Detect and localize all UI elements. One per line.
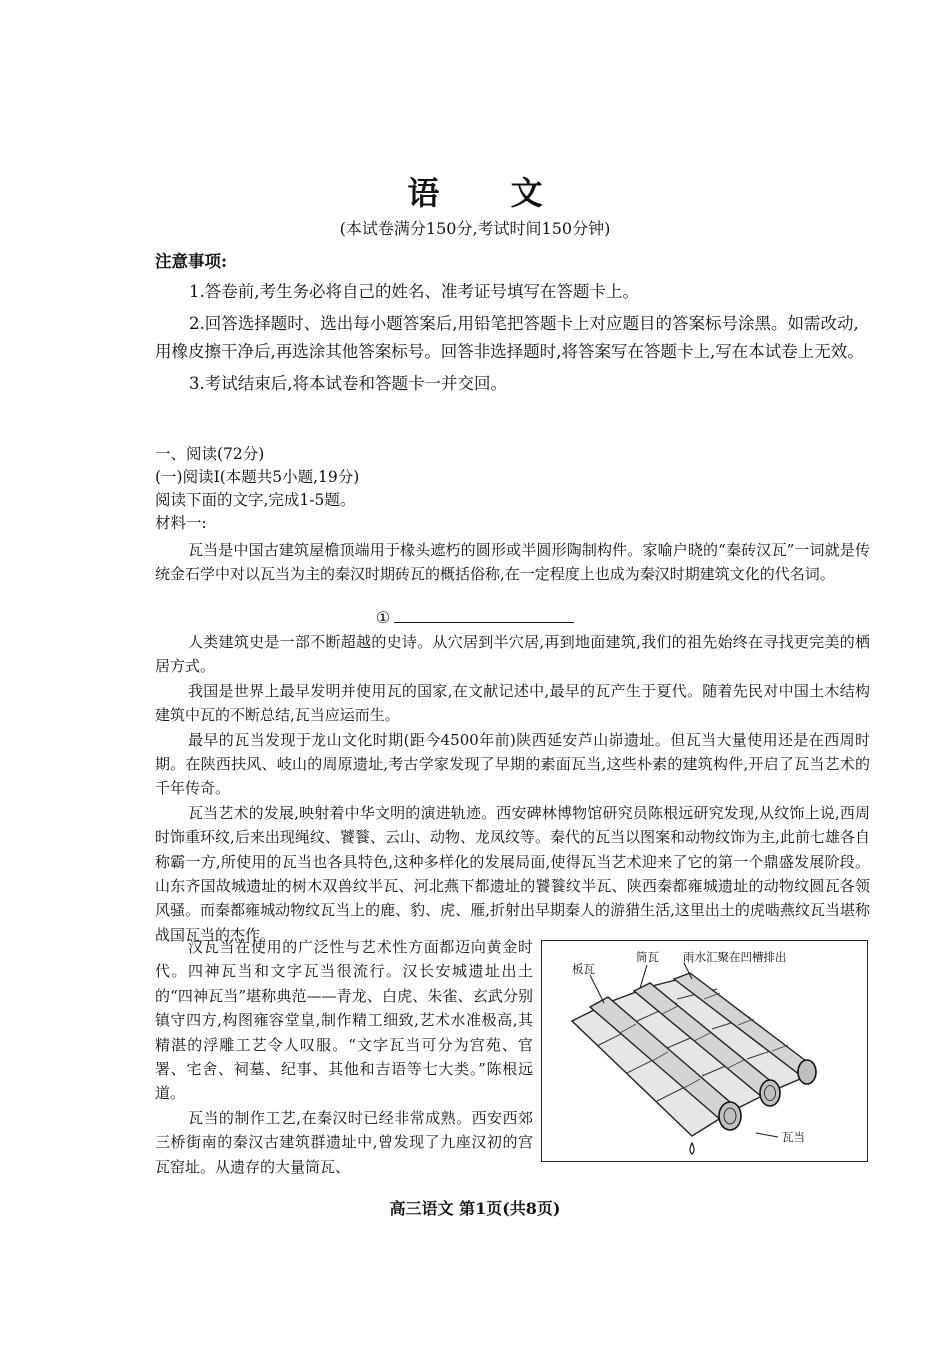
section-part-heading: 一、阅读(72分) [155, 445, 265, 463]
blank-underline [394, 608, 574, 623]
material-label: 材料一: [155, 514, 207, 532]
passage-paragraph: 瓦当的制作工艺,在秦汉时已经非常成熟。西安西郊三桥街南的秦汉古建筑群遗址中,曾发现了九座汉初的宫瓦窑址。从遗存的大量筒瓦、 [155, 1108, 533, 1176]
notice-list [155, 278, 870, 398]
roof-tile-illustration [542, 941, 866, 1160]
blank-number: ① [375, 608, 391, 627]
intro-paragraph: 瓦当是中国古建筑屋檐顶端用于椽头遮朽的圆形或半圆形陶制构件。家喻户晓的“秦砖汉瓦”一词就是传统金石学中对以瓦当为主的秦汉时期砖瓦的概括俗称,在一定程度上也成为秦汉时期建筑文化的代名词。 [155, 541, 870, 584]
notice-item-3: 3.考试结束后,将本试卷和答题卡一并交回。 [189, 374, 507, 393]
section-instruction: 阅读下面的文字,完成1-5题。 [155, 491, 356, 509]
eave-tile-label: 瓦当 [782, 1130, 805, 1144]
section-sub-heading: (一)阅读Ⅰ(本题共5小题,19分) [155, 468, 360, 486]
passage-paragraph: 汉瓦当在使用的广泛性与艺术性方面都迈向黄金时代。四神瓦当和文字瓦当很流行。汉长安城遗址出土的“四神瓦当”堪称典范——青龙、白虎、朱雀、玄武分别镇守四方,构图雍容堂皇,制作精工细致,艺术水准极高,其精湛的浮雕工艺令人叹服。“文字瓦当可分为宫苑、官署、宅舍、祠墓、纪事、其他和吉语等七大类。”陈根远道。 [155, 938, 533, 1103]
water-drop-icon [690, 1143, 694, 1154]
page-title: 语 文 [407, 174, 573, 212]
passage-wrap-text [155, 935, 533, 1179]
rain-note-label: 雨水汇聚在凹槽排出 [683, 950, 787, 964]
tube-tile-label: 筒瓦 [636, 950, 659, 964]
passage-paragraph: 我国是世界上最早发明并使用瓦的国家,在文献记述中,最早的瓦产生于夏代。随着先民对中国土木结构建筑中瓦的不断总结,瓦当应运而生。 [155, 681, 870, 725]
notice-item-1: 1.答卷前,考生务必将自己的姓名、准考证号填写在答题卡上。 [189, 282, 639, 301]
fill-in-blank [0, 608, 950, 627]
notice-item-2: 2.回答选择题时、选出每小题答案后,用铅笔把答题卡上对应题目的答案标号涂黑。如需改动,用橡皮擦干净后,再选涂其他答案标号。回答非选择题时,将答案写在答题卡上,写在本试卷上无效。 [155, 314, 864, 361]
page-footer: 高三语文 第1页(共8页) [389, 1199, 561, 1218]
exam-subtitle: (本试卷满分150分,考试时间150分钟) [339, 219, 611, 238]
passage-paragraph: 人类建筑史是一部不断超越的史诗。从穴居到半穴居,再到地面建筑,我们的祖先始终在寻找更完美的栖居方式。 [155, 633, 870, 676]
notice-heading: 注意事项: [155, 252, 228, 271]
board-tile-label: 板瓦 [572, 962, 595, 976]
passage-paragraph: 瓦当艺术的发展,映射着中华文明的演进轨迹。西安碑林博物馆研究员陈根远研究发现,从纹饰上说,西周时饰重环纹,后来出现绳纹、饕餮、云山、动物、龙凤纹等。秦代的瓦当以图案和动物纹饰为主,此前七雄各自称霸一方,所使用的瓦当也各具特色,这种多样化的发展局面,使得瓦当艺术迎来了它的第一个鼎盛发展阶段。山东齐国故城遗址的树木双兽纹半瓦、河北燕下都遗址的饕餮纹半瓦、陕西秦都雍城遗址的动物纹圆瓦各领风骚。而秦都雍城动物纹瓦当上的鹿、豹、虎、雁,折射出早期秦人的游猎生活,这里出土的虎啮燕纹瓦当堪称战国瓦当的杰作。 [155, 803, 870, 944]
passage-paragraph: 最早的瓦当发现于龙山文化时期(距今4500年前)陕西延安芦山峁遗址。但瓦当大量使用还是在西周时期。在陕西扶风、岐山的周原遗址,考古学家发现了早期的素面瓦当,这些朴素的建筑构件,开启了瓦当艺术的千年传奇。 [155, 730, 870, 798]
passage-intro [155, 538, 870, 587]
passage-body [155, 630, 870, 947]
roof-tile-figure [541, 940, 868, 1162]
